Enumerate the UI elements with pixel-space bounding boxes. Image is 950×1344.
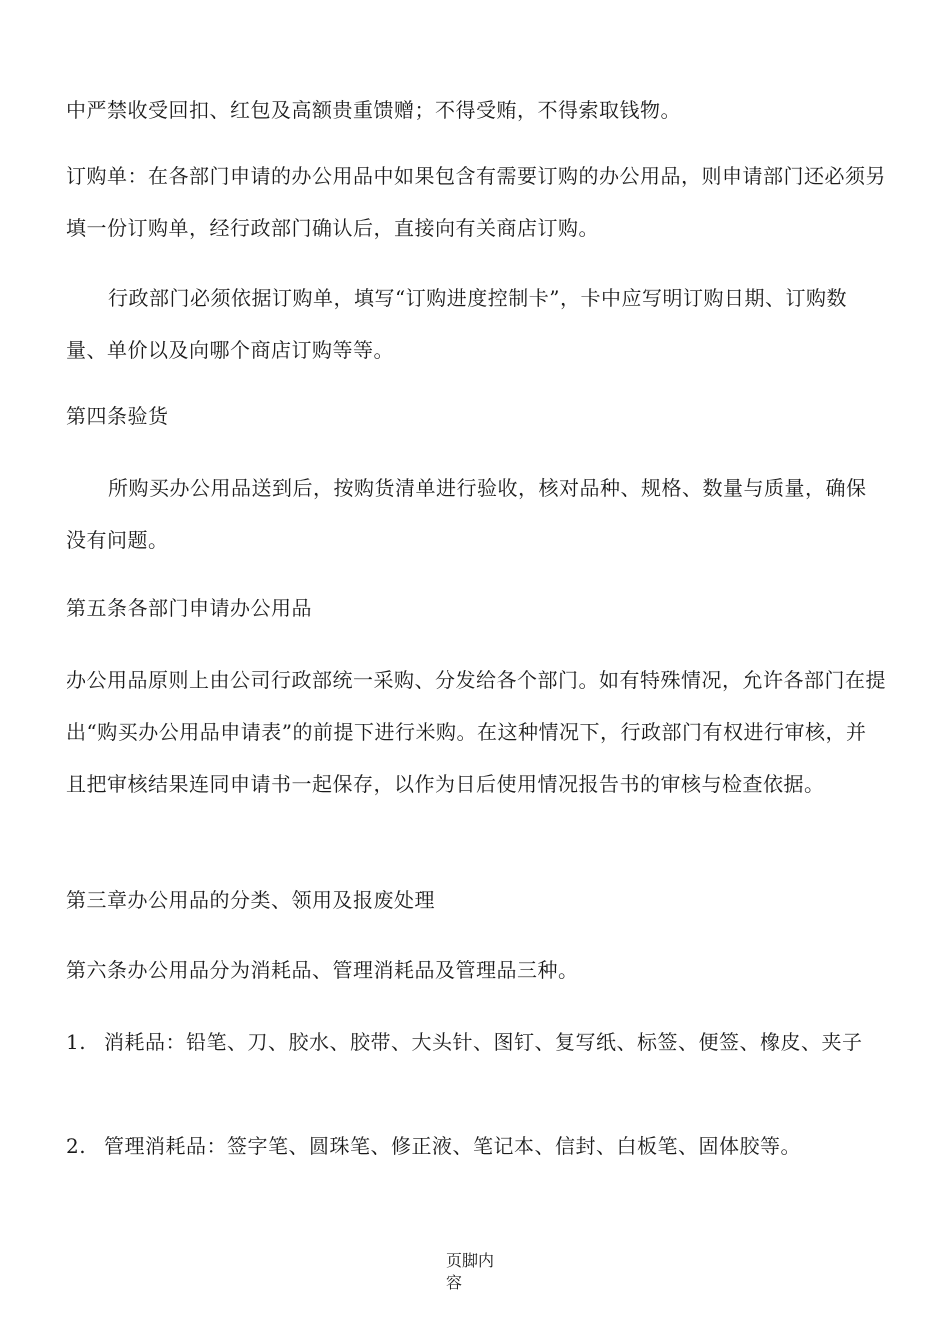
- list-text: 消耗品：铅笔、刀、胶水、胶带、大头针、图钉、复写纸、标签、便签、橡皮、夹子: [104, 1030, 863, 1054]
- paragraph-purchase-order: 订购单：在各部门申请的办公用品中如果包含有需要订购的办公用品，则申请部门还必须另填一份订购单，经行政部门确认后，直接向有关商店订购。: [66, 164, 886, 240]
- heading-article-6: 第六条办公用品分为消耗品、管理消耗品及管理品三种。: [66, 958, 579, 982]
- paragraph-bribery: 中严禁收受回扣、红包及高额贵重馈赠；不得受贿，不得索取钱物。: [66, 98, 681, 122]
- list-number: 1.: [66, 1030, 87, 1054]
- list-item: [66, 1016, 886, 1068]
- heading-chapter-3: 第三章办公用品的分类、领用及报废处理: [66, 888, 435, 912]
- heading-article-5: 第五条各部门申请办公用品: [66, 596, 312, 620]
- paragraph-order-progress: 行政部门必须依据订购单，填写“订购进度控制卡”，卡中应写明订购日期、订购数量、单价以及向哪个商店订购等等。: [66, 286, 847, 362]
- list-item: [66, 1120, 886, 1172]
- list-text: 管理消耗品：签字笔、圆珠笔、修正液、笔记本、信封、白板笔、固体胶等。: [104, 1134, 801, 1158]
- paragraph-inspection: 所购买办公用品送到后，按购货清单进行验收，核对品种、规格、数量与质量，确保没有问题。: [66, 476, 867, 552]
- list-number: 2.: [66, 1134, 87, 1158]
- heading-article-4: 第四条验货: [66, 404, 169, 428]
- paragraph-department-request: 办公用品原则上由公司行政部统一采购、分发给各个部门。如有特殊情况，允许各部门在提出“购买办公用品申请表”的前提下进行米购。在这种情况下，行政部门有权进行审核，并且把审核结果连同申请书一起保存，以作为日后使用情况报告书的审核与检查依据。: [66, 668, 886, 796]
- page-footer: 页脚内容: [446, 1251, 495, 1292]
